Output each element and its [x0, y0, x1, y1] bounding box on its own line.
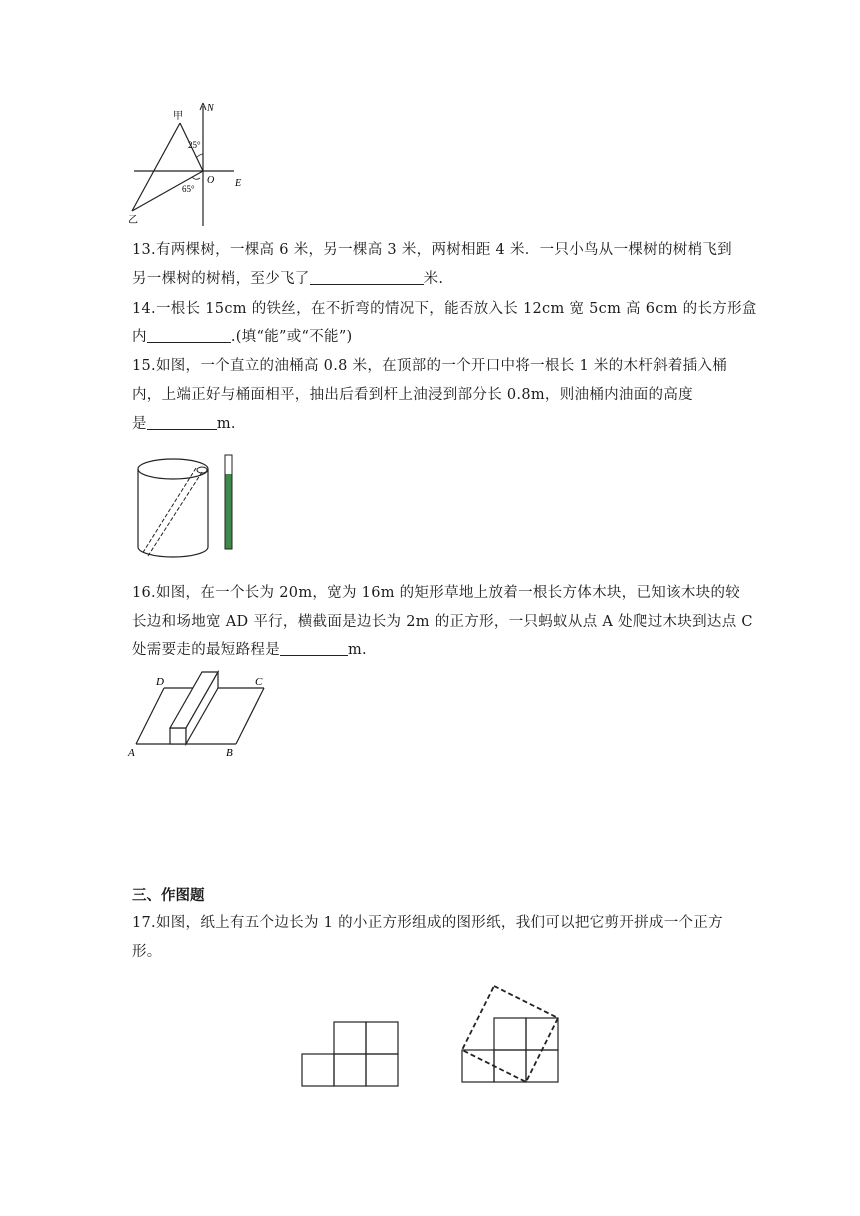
q13-line2: 另一棵树的树梢，至少飞了 米.: [132, 271, 444, 287]
q13-answer-blank[interactable]: [310, 270, 424, 285]
angle-65: 65°: [182, 184, 195, 194]
q14-answer-blank[interactable]: [147, 328, 231, 343]
section-title: 三、作图题: [132, 888, 205, 904]
lawn-block-figure: [126, 670, 272, 762]
q13-line1: 13.有两棵树，一棵高 6 米，另一棵高 3 米，两树相距 4 米．一只小鸟从一棵树的树梢飞到: [132, 242, 732, 258]
q15-line2: 内，上端正好与桶面相平，抽出后看到杆上油浸到部分长 0.8m，则油桶内油面的高度: [132, 387, 693, 403]
oil-barrel-figure: [132, 450, 242, 562]
five-squares-figure: [300, 1018, 402, 1088]
label-d: D: [156, 676, 164, 688]
q16-line1: 16.如图，在一个长为 20m，宽为 16m 的矩形草地上放着一根长方体木块，已知该木块的较: [132, 585, 741, 601]
cut-square-figure: [456, 980, 566, 1090]
direction-figure: [126, 98, 256, 230]
q16-line2: 长边和场地宽 AD 平行，横截面是边长为 2m 的正方形，一只蚂蚁从点 A 处爬过木块到达点 C: [132, 614, 753, 630]
label-c: C: [255, 676, 263, 688]
q16-answer-blank[interactable]: [280, 641, 348, 656]
q15-line3: 是 m.: [132, 416, 236, 432]
q14-line2: 内 .(填“能”或“不能”): [132, 329, 353, 345]
q15-answer-blank[interactable]: [147, 415, 217, 430]
q15-line1: 15.如图，一个直立的油桶高 0.8 米，在顶部的一个开口中将一根长 1 米的木杆斜着插入桶: [132, 358, 728, 374]
q14-line1: 14.一根长 15cm 的铁丝，在不折弯的情况下，能否放入长 12cm 宽 5cm 高 6cm 的长方形盒: [132, 301, 757, 317]
label-yi: 乙: [128, 215, 138, 226]
label-jia: 甲: [173, 111, 183, 122]
label-east: E: [235, 178, 242, 189]
label-b: B: [226, 747, 233, 759]
label-north: N: [207, 103, 214, 114]
q16-line3: 处需要走的最短路程是 m.: [132, 642, 367, 658]
label-origin: O: [207, 175, 215, 186]
angle-25: 25°: [188, 140, 201, 150]
label-a: A: [128, 747, 135, 759]
q17-line1: 17.如图，纸上有五个边长为 1 的小正方形组成的图形纸，我们可以把它剪开拼成一个正方: [132, 915, 723, 931]
q17-line2: 形。: [132, 944, 162, 960]
